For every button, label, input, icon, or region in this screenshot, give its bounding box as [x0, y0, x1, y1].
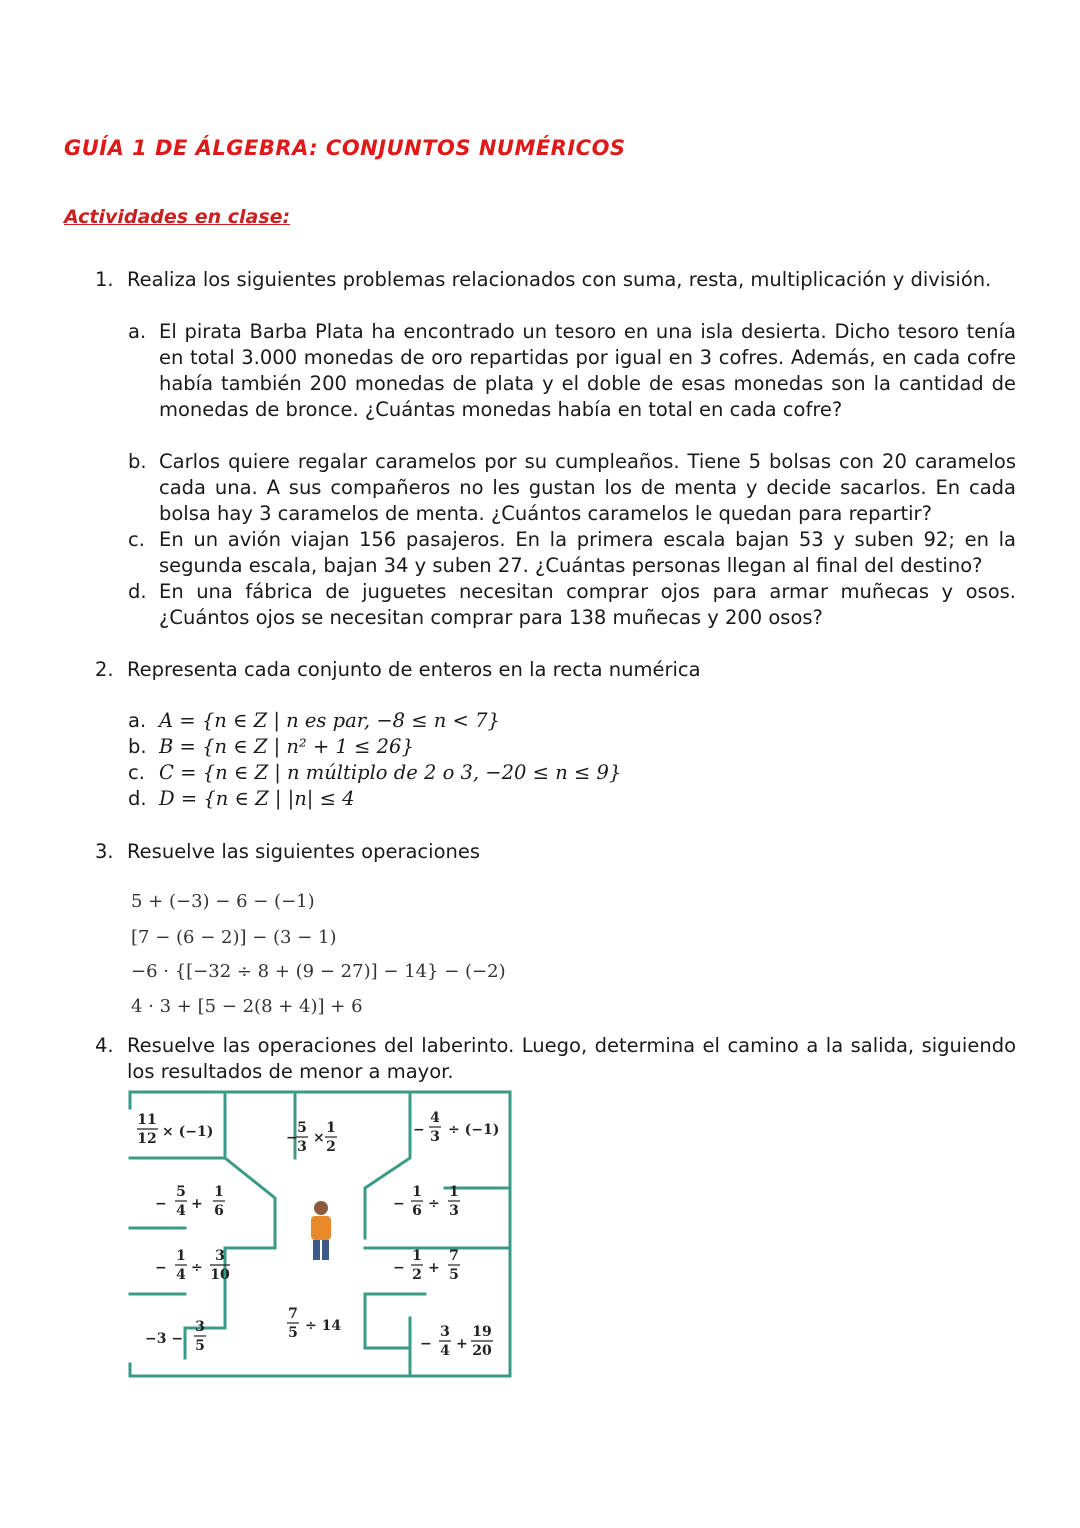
maze-c5-sign: −	[393, 1196, 405, 1212]
maze-c10-n2: 19	[472, 1324, 492, 1340]
question-number: 2.	[95, 658, 114, 681]
maze-c3-op: ÷ (−1)	[448, 1122, 500, 1138]
maze-c2-sign: −	[286, 1130, 298, 1146]
maze-c7-n1: 1	[412, 1248, 422, 1264]
question-text: Realiza los siguientes problemas relacionados con suma, resta, multiplicación y división.	[127, 268, 992, 291]
maze-c6-d2: 10	[210, 1267, 230, 1283]
maze-c4-op: +	[191, 1196, 203, 1212]
question-text: Resuelve las siguientes operaciones	[127, 840, 481, 863]
item-text: En una fábrica de juguetes necesitan comprar ojos para armar muñecas y osos. ¿Cuántos ojos se necesitan comprar para 138 muñecas y 200 osos?	[159, 580, 1016, 629]
maze-c5-d1: 6	[412, 1203, 422, 1219]
item-letter: b.	[128, 450, 147, 473]
maze-c6-op: ÷	[191, 1260, 203, 1276]
maze-c4-d2: 6	[214, 1203, 224, 1219]
question-3	[95, 839, 1016, 865]
maze-c6-d1: 4	[176, 1267, 186, 1283]
maze-c7-n2: 7	[449, 1248, 459, 1264]
operation-4: 4 · 3 + [5 − 2(8 + 4)] + 6	[131, 996, 363, 1017]
maze-c9-n1: 7	[288, 1306, 298, 1322]
set-definition: A = {n ∈ Z | n es par, −8 ≤ n < 7}	[159, 709, 500, 732]
maze-c8-lead: −3 −	[145, 1331, 184, 1347]
maze-c2-d1: 3	[297, 1139, 307, 1155]
maze-c9-op: ÷ 14	[305, 1318, 342, 1334]
maze-c3-sign: −	[413, 1122, 425, 1138]
set-d	[128, 786, 1016, 812]
maze-c1-num: 11	[137, 1112, 157, 1128]
operation-2: [7 − (6 − 2)] − (3 − 1)	[131, 927, 337, 948]
maze-c10-sign: −	[420, 1336, 432, 1352]
maze-c2-d2: 2	[326, 1139, 336, 1155]
question-number: 4.	[95, 1034, 114, 1057]
maze-c8-n2: 3	[195, 1319, 205, 1335]
set-definition: C = {n ∈ Z | n múltiplo de 2 o 3, −20 ≤ n ≤ 9}	[159, 761, 622, 784]
item-text: El pirata Barba Plata ha encontrado un tesoro en una isla desierta. Dicho tesoro tenía en total 3.000 monedas de oro repartidas por igual en 3 cofres. Además, en cada cofre había también 200 monedas de plata y el doble de esas monedas son la cantidad de monedas de bronce. ¿Cuántas monedas había en total en cada cofre?	[159, 320, 1016, 421]
maze-c7-op: +	[428, 1260, 440, 1276]
maze-c3-d1: 3	[430, 1129, 440, 1145]
maze-c10-op: +	[456, 1336, 468, 1352]
set-a	[128, 708, 1016, 734]
question-text: Representa cada conjunto de enteros en la recta numérica	[127, 658, 701, 681]
item-letter: c.	[128, 761, 145, 784]
maze-wall	[365, 1294, 410, 1348]
maze-c2-n1: 5	[297, 1120, 307, 1136]
problem-1a	[128, 319, 1016, 449]
set-definition: D = {n ∈ Z | |n| ≤ 4	[159, 787, 355, 810]
question-number: 3.	[95, 840, 114, 863]
maze-c2-n2: 1	[326, 1120, 336, 1136]
maze-c10-d1: 4	[440, 1343, 450, 1359]
maze-figure	[125, 1088, 515, 1380]
item-letter: a.	[128, 320, 147, 343]
maze-c7-sign: −	[393, 1260, 405, 1276]
maze-c4-sign: −	[155, 1196, 167, 1212]
set-definition: B = {n ∈ Z | n² + 1 ≤ 26}	[159, 735, 414, 758]
maze-c5-n2: 1	[449, 1184, 459, 1200]
maze-wall	[185, 1294, 225, 1358]
question-number: 1.	[95, 268, 114, 291]
maze-c7-d2: 5	[449, 1267, 459, 1283]
set-c	[128, 760, 1016, 786]
item-letter: c.	[128, 528, 145, 551]
maze-c4-n2: 1	[214, 1184, 224, 1200]
maze-c6-sign: −	[155, 1260, 167, 1276]
maze-c7-d1: 2	[412, 1267, 422, 1283]
item-letter: d.	[128, 787, 147, 810]
maze-c5-d2: 3	[449, 1203, 459, 1219]
maze-c6-n2: 3	[215, 1248, 225, 1264]
item-letter: d.	[128, 580, 147, 603]
page-title: GUÍA 1 DE ÁLGEBRA: CONJUNTOS NUMÉRICOS	[64, 136, 626, 160]
item-letter: b.	[128, 735, 147, 758]
maze-wall	[225, 1158, 275, 1294]
operation-3: −6 · {[−32 ÷ 8 + (9 − 27)] − 14} − (−2)	[131, 961, 506, 982]
maze-walls	[125, 1088, 515, 1380]
maze-c6-n1: 1	[176, 1248, 186, 1264]
maze-c9-d1: 5	[288, 1325, 298, 1341]
maze-c4-n1: 5	[176, 1184, 186, 1200]
maze-c4-d1: 4	[176, 1203, 186, 1219]
question-4	[95, 1033, 1016, 1085]
item-text: En un avión viajan 156 pasajeros. En la primera escala bajan 53 y suben 92; en la segunda escala, bajan 34 y suben 27. ¿Cuántas personas llegan al final del destino?	[159, 528, 1016, 577]
maze-c5-n1: 1	[412, 1184, 422, 1200]
person-figure	[311, 1201, 331, 1260]
maze-c5-op: ÷	[428, 1196, 440, 1212]
operation-1: 5 + (−3) − 6 − (−1)	[131, 891, 315, 912]
problem-1d	[128, 579, 1016, 631]
item-letter: a.	[128, 709, 147, 732]
question-1	[95, 267, 1016, 293]
section-subtitle: Actividades en clase:	[64, 206, 291, 228]
set-b	[128, 734, 1016, 760]
item-text: Carlos quiere regalar caramelos por su cumpleaños. Tiene 5 bolsas con 20 caramelos cada una. A sus compañeros no les gustan los de menta y decide sacarlos. En cada bolsa hay 3 caramelos de menta. ¿Cuántos caramelos le quedan para repartir?	[159, 450, 1016, 525]
maze-c2-op: ×	[313, 1130, 325, 1146]
maze-c8-d2: 5	[195, 1338, 205, 1354]
maze-wall	[365, 1092, 410, 1238]
maze-c1-den: 12	[137, 1131, 157, 1147]
maze-c10-n1: 3	[440, 1324, 450, 1340]
problem-1b	[128, 449, 1016, 527]
maze-c10-d2: 20	[472, 1343, 492, 1359]
question-2	[95, 657, 1016, 683]
question-text: Resuelve las operaciones del laberinto. Luego, determina el camino a la salida, siguiendo los resultados de menor a mayor.	[127, 1034, 1016, 1083]
maze-c1-op: × (−1)	[162, 1124, 214, 1140]
problem-1c	[128, 527, 1016, 579]
maze-c3-n1: 4	[430, 1110, 440, 1126]
